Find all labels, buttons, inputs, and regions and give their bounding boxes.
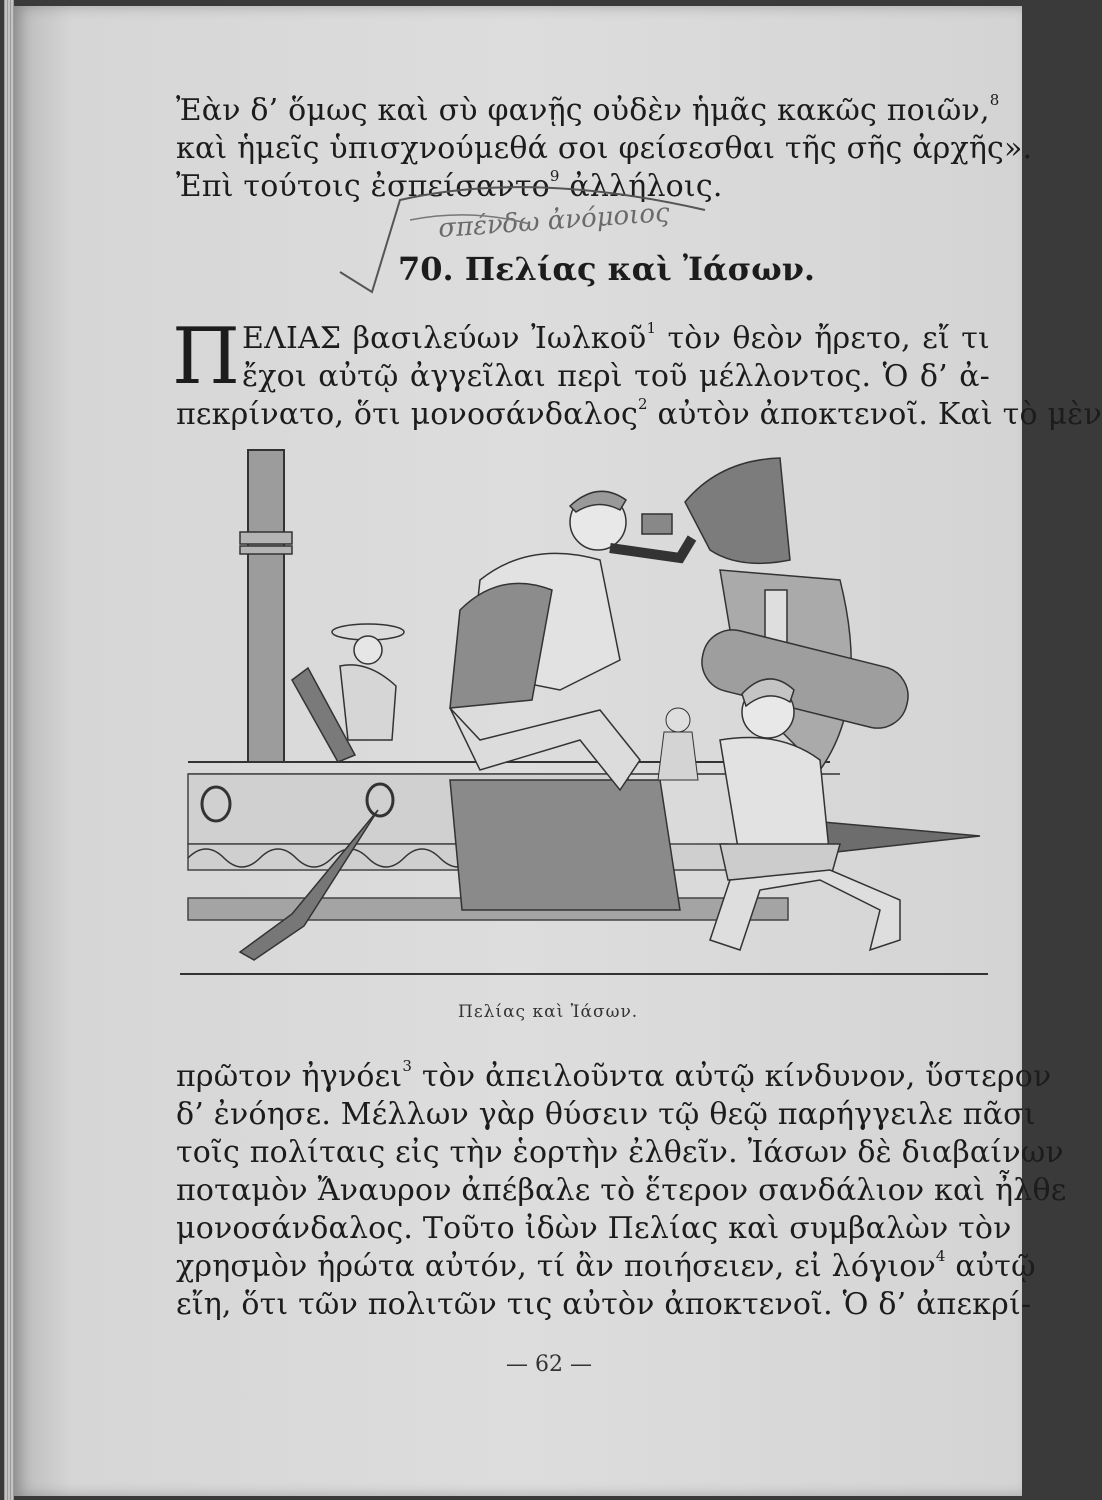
text-line: Ἐὰν δ’ ὅμως καὶ σὺ φανῇς οὐδὲν ἡμᾶς κακῶς ποιῶν,$^8$	[176, 91, 1000, 128]
text-line: μονοσάνδαλος. Τοῦτο ἰδὼν Πελίας καὶ συμβαλὼν τὸν	[176, 1211, 1012, 1246]
footnote-marker: 3	[402, 1057, 413, 1075]
text-line: τοῖς πολίταις εἰς τὴν ἑορτὴν ἐλθεῖν. Ἰάσων δὲ διαβαίνων	[176, 1135, 1064, 1170]
text-line: χρησμὸν ἠρώτα αὐτόν, τί ἂν ποιήσειεν, εἰ λόγιον$^4$ αὐτῷ	[176, 1247, 1036, 1284]
text-line: πρῶτον ἠγνόει$^3$ τὸν ἀπειλοῦντα αὐτῷ κίνδυνον, ὕστερον	[176, 1057, 1052, 1094]
text-line: εἴη, ὅτι τῶν πολιτῶν τις αὐτὸν ἀποκτενοῖ. Ὁ δ’ ἀπεκρί-	[176, 1287, 1032, 1322]
page-number: — 62 —	[506, 1352, 592, 1377]
text-line: καὶ ἡμεῖς ὑπισχνούμεθά σοι φείσεσθαι τῆς σῆς ἀρχῆς».	[176, 131, 1033, 166]
footnote-marker: 8	[989, 91, 1000, 109]
footnote-marker: 9	[549, 167, 560, 185]
chapter-heading: 70. Πελίας καὶ Ἰάσων.	[398, 250, 816, 288]
page-stack-edge	[4, 0, 14, 1500]
text-line: δ’ ἐνόησε. Μέλλων γὰρ θύσειν τῷ θεῷ παρήγγειλε πᾶσι	[176, 1097, 1036, 1132]
text-line: πεκρίνατο, ὅτι μονοσάνδαλος$^2$ αὐτὸν ἀποκτενοῖ. Καὶ τὸ μὲν	[176, 395, 1102, 432]
text-line: ποταμὸν Ἄναυρον ἀπέβαλε τὸ ἕτερον σανδάλιον καὶ ἦλθε	[176, 1173, 1067, 1208]
figure-caption: Πελίας καὶ Ἰάσων.	[458, 1002, 639, 1022]
text-line: Ἐπὶ τούτοις ἐσπείσαντο$^9$ ἀλλήλοις.	[176, 167, 723, 204]
handwritten-note: σπένδω ἀνόμοιος	[437, 197, 671, 245]
footnote-marker: 1	[646, 319, 657, 337]
footnote-marker: 2	[638, 395, 648, 413]
text-line: ἔχοι αὐτῷ ἀγγεῖλαι περὶ τοῦ μέλλοντος. Ὁ δ’ ἀ-	[242, 359, 990, 394]
drop-cap: Π	[172, 312, 241, 402]
text-line: ΕΛΙΑΣ βασιλεύων Ἰωλκοῦ$^1$ τὸν θεὸν ἤρετο, εἴ τι	[242, 319, 991, 356]
pelias-jason-illustration	[180, 440, 990, 980]
footnote-marker: 4	[935, 1247, 946, 1265]
